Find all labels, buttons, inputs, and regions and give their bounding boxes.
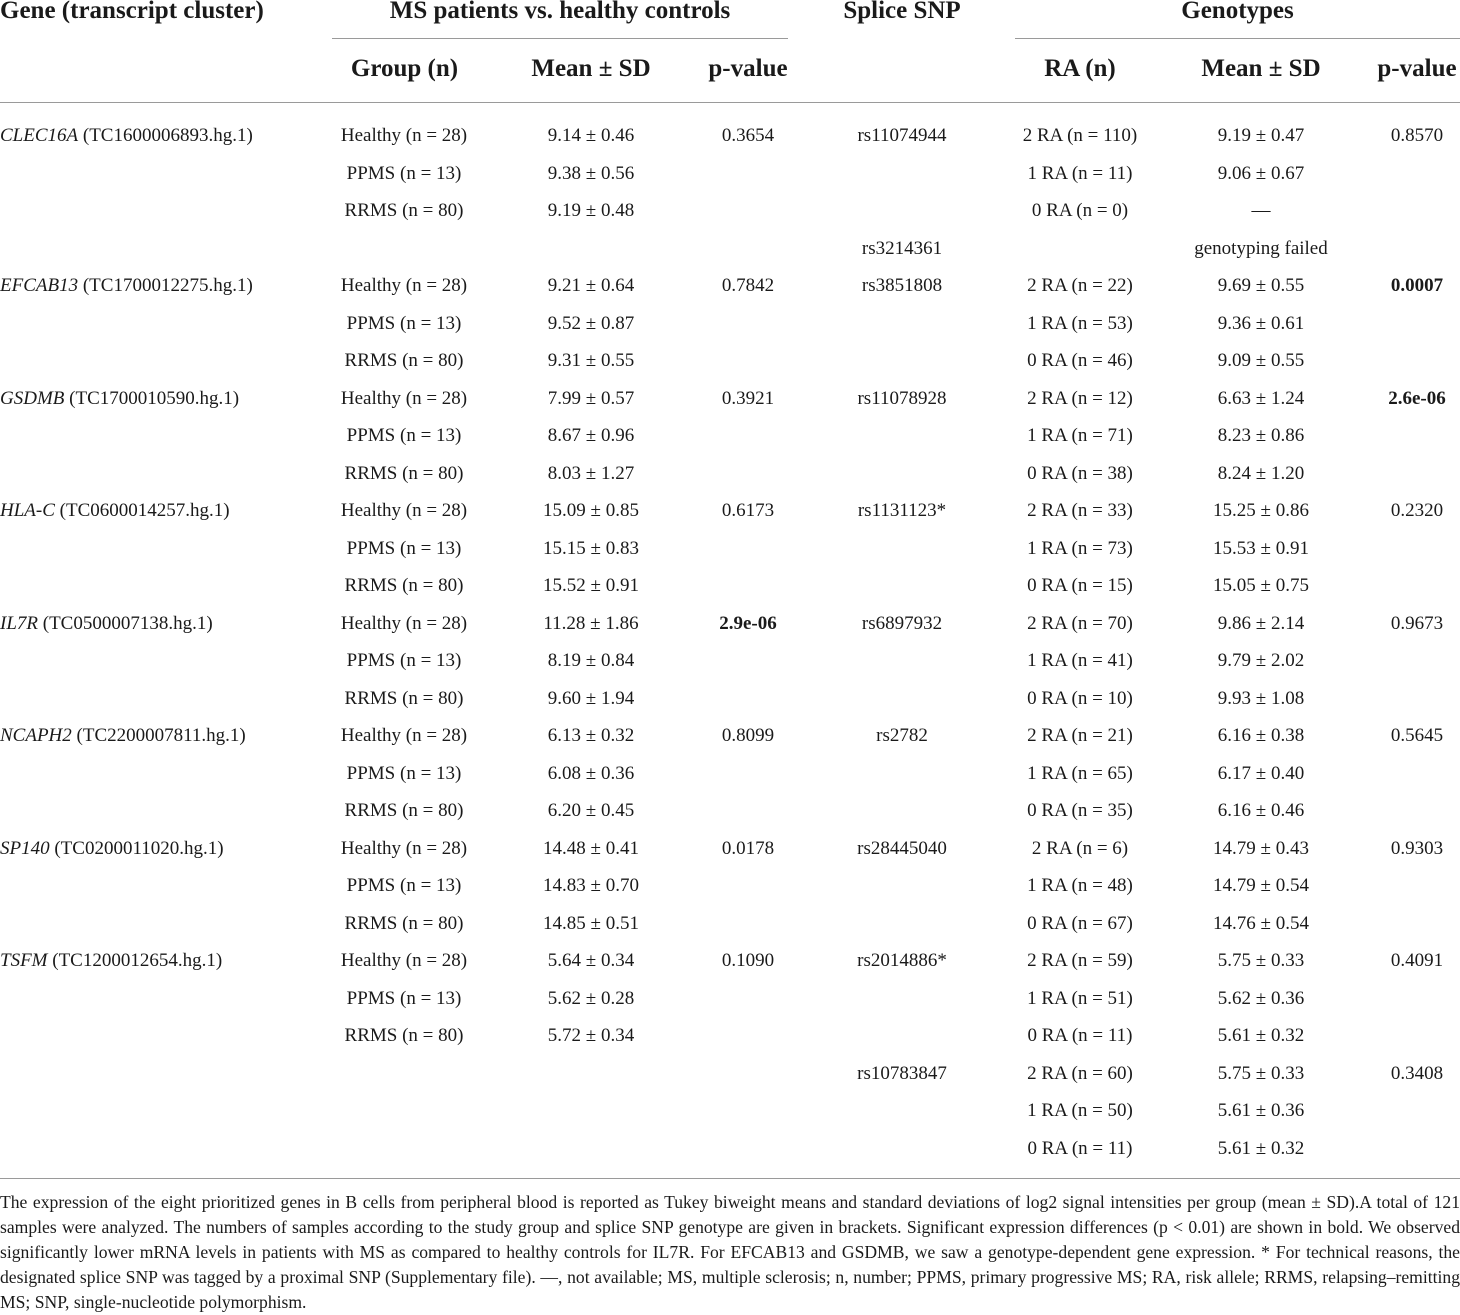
genotype-mean-cell: 9.69 ± 0.55	[1217, 275, 1305, 296]
gene-cell	[0, 125, 253, 147]
ra-cell: 2 RA (n = 33)	[1027, 500, 1133, 521]
gene-transcript-cluster: (TC0500007138.hg.1)	[38, 613, 213, 634]
genotype-mean-cell: 14.79 ± 0.43	[1213, 838, 1309, 859]
mean-sd-cell: 9.60 ± 1.94	[547, 688, 635, 709]
ra-cell: 2 RA (n = 110)	[1022, 125, 1138, 146]
group-cell: RRMS (n = 80)	[344, 800, 464, 821]
pvalue-genotype-cell: 0.5645	[1390, 725, 1444, 746]
gene-cell	[0, 725, 246, 747]
mean-sd-cell: 11.28 ± 1.86	[543, 613, 639, 634]
ra-cell: 1 RA (n = 51)	[1027, 988, 1133, 1009]
gene-transcript-cluster: (TC1700010590.hg.1)	[64, 388, 240, 409]
genotype-mean-cell: 5.75 ± 0.33	[1217, 950, 1305, 971]
group-cell: Healthy (n = 28)	[340, 125, 468, 146]
pvalue-ms-cell: 0.7842	[721, 275, 775, 296]
genotype-mean-cell: 5.75 ± 0.33	[1217, 1063, 1305, 1084]
group-cell: Healthy (n = 28)	[340, 725, 468, 746]
gene-transcript-cluster: (TC0600014257.hg.1)	[54, 500, 230, 521]
pvalue-genotype-cell: 0.0007	[1390, 275, 1444, 296]
ra-cell: 2 RA (n = 6)	[1031, 838, 1129, 859]
genotype-mean-cell: 6.16 ± 0.46	[1217, 800, 1305, 821]
genotype-mean-cell: 14.79 ± 0.54	[1213, 875, 1309, 896]
gene-name: HLA-C	[0, 500, 55, 521]
gene-name: CLEC16A	[0, 125, 79, 146]
header-group-n: Group (n)	[350, 55, 459, 82]
ra-cell: 1 RA (n = 65)	[1027, 763, 1133, 784]
genotype-mean-cell: 9.06 ± 0.67	[1217, 163, 1305, 184]
gene-name: TSFM	[0, 950, 48, 971]
ra-cell: 1 RA (n = 73)	[1027, 538, 1133, 559]
mean-sd-cell: 5.72 ± 0.34	[547, 1025, 635, 1046]
genotype-mean-cell: 9.86 ± 2.14	[1217, 613, 1305, 634]
ra-cell: 1 RA (n = 11)	[1027, 163, 1133, 184]
table-footnote: The expression of the eight prioritized genes in B cells from peripheral blood is reported as Tukey biweight means and standard deviations of log2 signal intensities per group (mean ± SD).A total of 121 samples were analyzed. The numbers of samples according to the study group and splice SNP genotype are given in brackets. Significant expression differences (p < 0.01) are shown in bold. We observed significantly lower mRNA levels in patients with MS as compared to healthy controls for IL7R. For EFCAB13 and GSDMB, we saw a genotype-dependent gene expression. * For technical reasons, the designated splice SNP was tagged by a proximal SNP (Supplementary file). —, not available; MS, multiple sclerosis; n, number; PPMS, primary progressive MS; RA, risk allele; RRMS, relapsing–remitting MS; SNP, single-nucleotide polymorphism.	[0, 1192, 1460, 1312]
ra-cell: 0 RA (n = 11)	[1027, 1025, 1133, 1046]
gene-cell	[0, 275, 253, 297]
genotype-mean-cell: genotyping failed	[1194, 238, 1328, 259]
ra-cell: 1 RA (n = 53)	[1027, 313, 1133, 334]
header-mean-sd-genotype: Mean ± SD	[1201, 55, 1321, 82]
mean-sd-cell: 14.85 ± 0.51	[543, 913, 639, 934]
mean-sd-cell: 7.99 ± 0.57	[547, 388, 635, 409]
group-cell: RRMS (n = 80)	[344, 688, 464, 709]
genotype-mean-cell: 15.25 ± 0.86	[1213, 500, 1309, 521]
splice-snp-cell: rs2782	[876, 725, 928, 746]
header-rule-genotypes	[1015, 38, 1460, 39]
gene-cell	[0, 613, 213, 635]
splice-snp-cell: rs10783847	[857, 1063, 947, 1084]
header-pvalue-ms: p-value	[708, 55, 788, 82]
gene-cell	[0, 838, 224, 860]
ra-cell: 0 RA (n = 11)	[1027, 1138, 1133, 1159]
genotype-mean-cell: 5.61 ± 0.36	[1217, 1100, 1305, 1121]
pvalue-ms-cell: 0.1090	[721, 950, 775, 971]
group-cell: RRMS (n = 80)	[344, 463, 464, 484]
header-ms-group: MS patients vs. healthy controls	[389, 0, 731, 24]
mean-sd-cell: 8.03 ± 1.27	[547, 463, 635, 484]
genotype-mean-cell: 8.24 ± 1.20	[1217, 463, 1305, 484]
genotype-mean-cell: 15.05 ± 0.75	[1213, 575, 1309, 596]
group-cell: RRMS (n = 80)	[344, 200, 464, 221]
genotype-mean-cell: 9.93 ± 1.08	[1217, 688, 1305, 709]
gene-name: GSDMB	[0, 388, 65, 409]
ra-cell: 0 RA (n = 38)	[1027, 463, 1133, 484]
genotype-mean-cell: 9.36 ± 0.61	[1217, 313, 1305, 334]
mean-sd-cell: 9.19 ± 0.48	[547, 200, 635, 221]
group-cell: RRMS (n = 80)	[344, 575, 464, 596]
pvalue-genotype-cell: 0.8570	[1390, 125, 1444, 146]
group-cell: PPMS (n = 13)	[346, 538, 462, 559]
group-cell: Healthy (n = 28)	[340, 275, 468, 296]
pvalue-ms-cell: 0.6173	[721, 500, 775, 521]
genotype-mean-cell: 6.63 ± 1.24	[1217, 388, 1305, 409]
ra-cell: 2 RA (n = 12)	[1027, 388, 1133, 409]
mean-sd-cell: 6.13 ± 0.32	[547, 725, 635, 746]
mean-sd-cell: 15.09 ± 0.85	[543, 500, 639, 521]
genotype-mean-cell: 14.76 ± 0.54	[1213, 913, 1309, 934]
gene-cell	[0, 500, 230, 522]
mean-sd-cell: 8.19 ± 0.84	[547, 650, 635, 671]
ra-cell: 1 RA (n = 50)	[1027, 1100, 1133, 1121]
gene-name: SP140	[0, 838, 50, 859]
splice-snp-cell: rs2014886*	[857, 950, 947, 971]
gene-transcript-cluster: (TC1700012275.hg.1)	[78, 275, 253, 296]
pvalue-genotype-cell: 0.2320	[1390, 500, 1444, 521]
genotype-mean-cell: 15.53 ± 0.91	[1213, 538, 1309, 559]
header-gene: Gene (transcript cluster)	[0, 0, 264, 24]
table-bottom-rule	[0, 1178, 1460, 1179]
gene-transcript-cluster: (TC1200012654.hg.1)	[47, 950, 223, 971]
splice-snp-cell: rs28445040	[857, 838, 947, 859]
ra-cell: 1 RA (n = 41)	[1027, 650, 1133, 671]
ra-cell: 0 RA (n = 10)	[1027, 688, 1133, 709]
mean-sd-cell: 9.31 ± 0.55	[547, 350, 635, 371]
genotype-mean-cell: 9.19 ± 0.47	[1217, 125, 1305, 146]
mean-sd-cell: 14.48 ± 0.41	[543, 838, 639, 859]
pvalue-ms-cell: 2.9e-06	[719, 613, 777, 634]
group-cell: RRMS (n = 80)	[344, 350, 464, 371]
header-splice-snp: Splice SNP	[843, 0, 961, 24]
mean-sd-cell: 15.15 ± 0.83	[543, 538, 639, 559]
genotype-mean-cell: 5.61 ± 0.32	[1217, 1025, 1305, 1046]
mean-sd-cell: 15.52 ± 0.91	[543, 575, 639, 596]
ra-cell: 0 RA (n = 0)	[1031, 200, 1129, 221]
pvalue-ms-cell: 0.8099	[721, 725, 775, 746]
mean-sd-cell: 6.20 ± 0.45	[547, 800, 635, 821]
genotype-mean-cell: 9.09 ± 0.55	[1217, 350, 1305, 371]
ra-cell: 0 RA (n = 67)	[1027, 913, 1133, 934]
splice-snp-cell: rs3214361	[861, 238, 943, 259]
group-cell: PPMS (n = 13)	[346, 650, 462, 671]
ra-cell: 0 RA (n = 15)	[1027, 575, 1133, 596]
group-cell: PPMS (n = 13)	[346, 875, 462, 896]
header-rule-ms	[332, 38, 788, 39]
mean-sd-cell: 9.14 ± 0.46	[547, 125, 635, 146]
genotype-mean-cell: —	[1251, 200, 1271, 221]
ra-cell: 2 RA (n = 59)	[1027, 950, 1133, 971]
group-cell: Healthy (n = 28)	[340, 500, 468, 521]
pvalue-genotype-cell: 2.6e-06	[1388, 388, 1446, 409]
header-mean-sd-ms: Mean ± SD	[531, 55, 651, 82]
group-cell: PPMS (n = 13)	[346, 163, 462, 184]
group-cell: Healthy (n = 28)	[340, 838, 468, 859]
mean-sd-cell: 6.08 ± 0.36	[547, 763, 635, 784]
pvalue-genotype-cell: 0.9303	[1390, 838, 1444, 859]
header-genotypes: Genotypes	[1181, 0, 1294, 24]
pvalue-genotype-cell: 0.9673	[1390, 613, 1444, 634]
pvalue-genotype-cell: 0.4091	[1390, 950, 1444, 971]
group-cell: Healthy (n = 28)	[340, 950, 468, 971]
splice-snp-cell: rs3851808	[861, 275, 943, 296]
pvalue-ms-cell: 0.3921	[721, 388, 775, 409]
ra-cell: 2 RA (n = 22)	[1027, 275, 1133, 296]
gene-name: IL7R	[0, 613, 38, 634]
mean-sd-cell: 9.52 ± 0.87	[547, 313, 635, 334]
gene-name: NCAPH2	[0, 725, 72, 746]
genotype-mean-cell: 6.16 ± 0.38	[1217, 725, 1305, 746]
gene-transcript-cluster: (TC0200011020.hg.1)	[49, 838, 224, 859]
gene-transcript-cluster: (TC2200007811.hg.1)	[71, 725, 246, 746]
genotype-mean-cell: 8.23 ± 0.86	[1217, 425, 1305, 446]
genotype-mean-cell: 5.61 ± 0.32	[1217, 1138, 1305, 1159]
group-cell: Healthy (n = 28)	[340, 613, 468, 634]
splice-snp-cell: rs1131123*	[857, 500, 947, 521]
header-bottom-rule	[0, 102, 1460, 103]
pvalue-genotype-cell: 0.3408	[1390, 1063, 1444, 1084]
pvalue-ms-cell: 0.0178	[721, 838, 775, 859]
mean-sd-cell: 5.62 ± 0.28	[547, 988, 635, 1009]
splice-snp-cell: rs11074944	[857, 125, 947, 146]
gene-cell	[0, 950, 222, 972]
genotype-mean-cell: 6.17 ± 0.40	[1217, 763, 1305, 784]
ra-cell: 0 RA (n = 46)	[1027, 350, 1133, 371]
genotype-mean-cell: 5.62 ± 0.36	[1217, 988, 1305, 1009]
genotype-mean-cell: 9.79 ± 2.02	[1217, 650, 1305, 671]
ra-cell: 1 RA (n = 48)	[1027, 875, 1133, 896]
mean-sd-cell: 9.38 ± 0.56	[547, 163, 635, 184]
mean-sd-cell: 5.64 ± 0.34	[547, 950, 635, 971]
ra-cell: 0 RA (n = 35)	[1027, 800, 1133, 821]
group-cell: Healthy (n = 28)	[340, 388, 468, 409]
gene-name: EFCAB13	[0, 275, 79, 296]
gene-cell	[0, 388, 239, 410]
mean-sd-cell: 14.83 ± 0.70	[543, 875, 639, 896]
header-pvalue-genotype: p-value	[1377, 55, 1457, 82]
splice-snp-cell: rs6897932	[861, 613, 943, 634]
mean-sd-cell: 9.21 ± 0.64	[547, 275, 635, 296]
group-cell: RRMS (n = 80)	[344, 1025, 464, 1046]
splice-snp-cell: rs11078928	[857, 388, 947, 409]
group-cell: RRMS (n = 80)	[344, 913, 464, 934]
group-cell: PPMS (n = 13)	[346, 313, 462, 334]
ra-cell: 1 RA (n = 71)	[1027, 425, 1133, 446]
gene-transcript-cluster: (TC1600006893.hg.1)	[78, 125, 253, 146]
header-ra-n: RA (n)	[1044, 55, 1116, 82]
ra-cell: 2 RA (n = 60)	[1027, 1063, 1133, 1084]
pvalue-ms-cell: 0.3654	[721, 125, 775, 146]
group-cell: PPMS (n = 13)	[346, 425, 462, 446]
mean-sd-cell: 8.67 ± 0.96	[547, 425, 635, 446]
ra-cell: 2 RA (n = 70)	[1027, 613, 1133, 634]
group-cell: PPMS (n = 13)	[346, 988, 462, 1009]
ra-cell: 2 RA (n = 21)	[1027, 725, 1133, 746]
group-cell: PPMS (n = 13)	[346, 763, 462, 784]
